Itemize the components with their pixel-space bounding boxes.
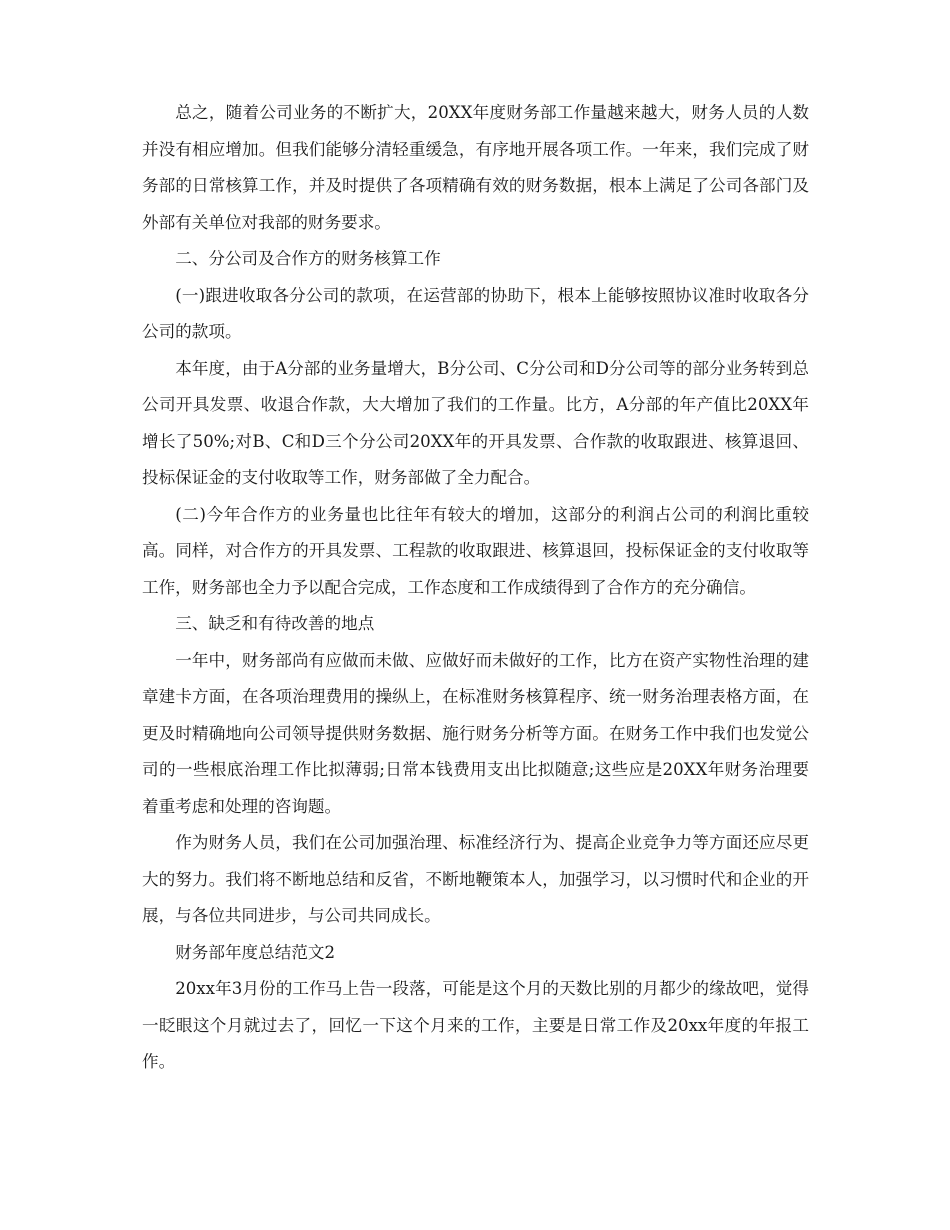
document-body <box>142 95 809 1081</box>
paragraph-shortcomings: 一年中，财务部尚有应做而未做、应做好而未做好的工作，比方在资产实物性治理的建章建卡方面，在各项治理费用的操纵上，在标准财务核算程序、统一财务治理表格方面，在更及时精确地向公司领导提供财务数据、施行财务分析等方面。在财务工作中我们也发觉公司的一些根底治理工作比拟薄弱;日常本钱费用支出比拟随意;这些应是20XX年财务治理要着重考虑和处理的咨询题。 <box>142 650 809 816</box>
section-heading-2: 二、分公司及合作方的财务核算工作 <box>175 249 441 268</box>
paragraph-subsection-2: (二)今年合作方的业务量也比往年有较大的增加，这部分的利润占公司的利润比重较高。同样，对合作方的开具发票、工程款的收取跟进、核算退回，投标保证金的支付收取等工作，财务部也全力予以配合完成，工作态度和工作成绩得到了合作方的充分确信。 <box>142 504 809 597</box>
paragraph-subsection-1: (一)跟进收取各分公司的款项，在运营部的协助下，根本上能够按照协议准时收取各分公司的款项。 <box>142 285 809 341</box>
paragraph-march-work: 20xx年3月份的工作马上告一段落，可能是这个月的天数比别的月都少的缘故吧，觉得一眨眼这个月就过去了，回忆一下这个月来的工作，主要是日常工作及20xx年度的年报工作。 <box>142 979 809 1071</box>
sample-title-2: 财务部年度总结范文2 <box>175 942 336 962</box>
paragraph-commitment: 作为财务人员，我们在公司加强治理、标准经济行为、提高企业竞争力等方面还应尽更大的努力。我们将不断地总结和反省，不断地鞭策本人，加强学习，以习惯时代和企业的开展，与各位共同进步，与公司共同成长。 <box>142 833 809 925</box>
paragraph-annual-branch: 本年度，由于A分部的业务量增大，B分公司、C分公司和D分公司等的部分业务转到总公司开具发票、收退合作款，大大增加了我们的工作量。比方，A分部的年产值比20XX年增长了50%;对B、C和D三个分公司20XX年的开具发票、合作款的收取跟进、核算退回、投标保证金的支付收取等工作，财务部做了全力配合。 <box>142 358 809 487</box>
paragraph-summary: 总之，随着公司业务的不断扩大，20XX年度财务部工作量越来越大，财务人员的人数并没有相应增加。但我们能够分清轻重缓急，有序地开展各项工作。一年来，我们完成了财务部的日常核算工作，并及时提供了各项精确有效的财务数据，根本上满足了公司各部门及外部有关单位对我部的财务要求。 <box>142 103 809 232</box>
section-heading-3: 三、缺乏和有待改善的地点 <box>175 614 375 633</box>
